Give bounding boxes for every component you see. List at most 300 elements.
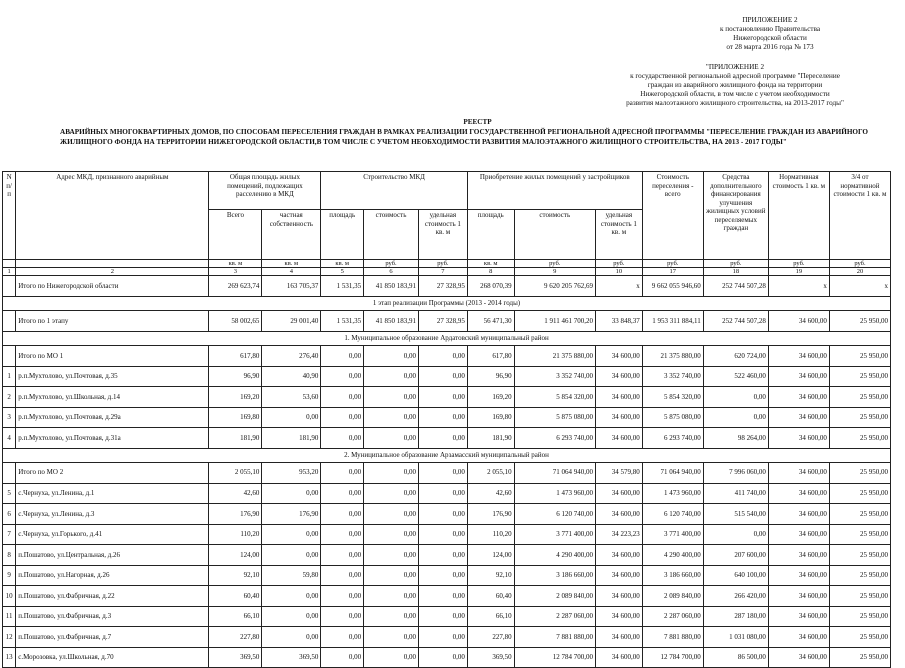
table-cell: 34 600,00	[595, 387, 642, 408]
table-cell: 96,90	[467, 366, 514, 387]
col-private-header: частная собственность	[262, 210, 321, 260]
table-cell: 0,00	[364, 504, 419, 525]
table-cell: 6 120 740,00	[642, 504, 703, 525]
table-cell: 34 600,00	[768, 565, 829, 586]
table-cell: 34 600,00	[595, 483, 642, 504]
decree-line: от 28 марта 2016 года № 173	[726, 43, 814, 51]
table-cell: 10	[3, 586, 16, 607]
table-cell: 59,80	[262, 565, 321, 586]
table-cell: 92,10	[467, 565, 514, 586]
table-cell: р.п.Мухтолово, ул.Школьная, д.14	[16, 387, 209, 408]
table-cell: п.Пошатово, ул.Нагорная, д.26	[16, 565, 209, 586]
program-line: к государственной региональной адресной программе "Переселение	[630, 72, 840, 80]
register-heading	[60, 117, 895, 147]
table-cell: 21 375 880,00	[642, 346, 703, 367]
col-number: 5	[321, 268, 364, 276]
col-number: 17	[642, 268, 703, 276]
col-p-cost-header: стоимость	[514, 210, 595, 260]
table-cell: 34 600,00	[768, 407, 829, 428]
table-cell: Итого по 1 этапу	[16, 311, 209, 332]
table-cell: 34 600,00	[768, 606, 829, 627]
table-cell: 176,90	[467, 504, 514, 525]
table-cell: 0,00	[321, 606, 364, 627]
table-row	[3, 276, 891, 297]
header-row-1	[3, 172, 891, 210]
table-cell: 0,00	[321, 524, 364, 545]
table-row	[3, 311, 891, 332]
table-row	[3, 504, 891, 525]
col-address-header: Адрес МКД, признанного аварийным	[16, 172, 209, 260]
table-cell: 98 264,00	[703, 428, 768, 449]
register-text: АВАРИЙНЫХ МНОГОКВАРТИРНЫХ ДОМОВ, ПО СПОСОБАМ ПЕРЕСЕЛЕНИЯ ГРАЖДАН В РАМКАХ РЕАЛИЗАЦИИ ГОСУДАРСТВЕННОЙ РЕГИОНАЛЬНОЙ АДРЕСНОЙ ПРОГРАММЫ "ПЕРЕСЕЛЕНИЕ ГРАЖДАН ИЗ АВАРИЙНОГО ЖИЛИЩНОГО ФОНДА НА ТЕРРИТОРИИ НИЖЕГОРОДСКОЙ ОБЛАСТИ,В ТОМ ЧИСЛЕ С УЧЕТОМ НЕОБХОДИМОСТИ РАЗВИТИЯ МАЛОЭТАЖНОГО ЖИЛИЩНОГО СТРОИТЕЛЬСТВА, НА 2013 - 2017 ГОДЫ"	[60, 128, 868, 146]
table-cell: 1 031 080,00	[703, 627, 768, 648]
table-cell: 34 600,00	[768, 586, 829, 607]
table-cell: 1 911 461 700,20	[514, 311, 595, 332]
col-number: 6	[364, 268, 419, 276]
table-cell: 56 471,30	[467, 311, 514, 332]
table-cell: 617,80	[209, 346, 262, 367]
table-cell: 34 600,00	[768, 428, 829, 449]
col-number: 2	[16, 268, 209, 276]
table-cell: 6 293 740,00	[514, 428, 595, 449]
table-cell: 5 875 080,00	[514, 407, 595, 428]
table-cell: 0,00	[321, 647, 364, 668]
table-cell: 71 064 940,00	[642, 462, 703, 483]
table-cell: 4 290 400,00	[642, 545, 703, 566]
col-p-unit-header: удельная стоимость 1 кв. м	[595, 210, 642, 260]
stage-label-row	[3, 297, 891, 311]
table-cell: 9 662 055 946,60	[642, 276, 703, 297]
unit-cell: кв. м	[467, 260, 514, 268]
mo1-label: 1. Муниципальное образование Ардатовский муниципальный район	[3, 332, 891, 346]
table-cell: с.Чернуха, ул.Горького, д.41	[16, 524, 209, 545]
table-cell: 0,00	[364, 483, 419, 504]
table-cell: 369,50	[467, 647, 514, 668]
table-cell: 0,00	[321, 483, 364, 504]
table-cell: 276,40	[262, 346, 321, 367]
table-row	[3, 483, 891, 504]
table-cell: 252 744 507,28	[703, 311, 768, 332]
table-cell: 25 950,00	[829, 606, 890, 627]
table-cell: 0,00	[364, 407, 419, 428]
unit-cell: руб.	[595, 260, 642, 268]
table-row	[3, 428, 891, 449]
table-cell: 34 600,00	[595, 545, 642, 566]
table-cell: 27 328,95	[418, 311, 467, 332]
table-cell: 169,20	[209, 387, 262, 408]
table-cell: 96,90	[209, 366, 262, 387]
table-cell: 207 600,00	[703, 545, 768, 566]
table-cell: 0,00	[321, 462, 364, 483]
table-cell: 2 055,10	[209, 462, 262, 483]
mo1-rows-body	[3, 366, 891, 448]
table-cell: 7 881 880,00	[642, 627, 703, 648]
unit-cell	[16, 260, 209, 268]
col-total-area-header: Общая площадь жилых помещений, подлежащих расселению в МКД	[209, 172, 321, 210]
table-cell: 25 950,00	[829, 647, 890, 668]
table-cell: 34 600,00	[595, 627, 642, 648]
table-cell: 0,00	[364, 565, 419, 586]
table-cell: 0,00	[321, 586, 364, 607]
table-cell: 60,40	[467, 586, 514, 607]
col-number: 9	[514, 268, 595, 276]
program-line: граждан из аварийного жилищного фонда на территории	[647, 81, 823, 89]
table-cell: 3 186 660,00	[642, 565, 703, 586]
table-cell: 169,80	[467, 407, 514, 428]
table-cell: 25 950,00	[829, 346, 890, 367]
table-cell: 617,80	[467, 346, 514, 367]
table-cell: 71 064 940,00	[514, 462, 595, 483]
table-cell: 5	[3, 483, 16, 504]
col-number: 7	[418, 268, 467, 276]
table-cell: 12	[3, 627, 16, 648]
table-cell	[3, 346, 16, 367]
table-cell: 6 120 740,00	[514, 504, 595, 525]
table-cell: 3	[3, 407, 16, 428]
table-cell: 29 001,40	[262, 311, 321, 332]
table-cell: 163 705,37	[262, 276, 321, 297]
table-cell: 34 600,00	[768, 462, 829, 483]
table-row	[3, 565, 891, 586]
table-row	[3, 407, 891, 428]
table-cell: 110,20	[467, 524, 514, 545]
col-number: 10	[595, 268, 642, 276]
table-cell: 6 293 740,00	[642, 428, 703, 449]
table-cell: 6	[3, 504, 16, 525]
unit-cell	[3, 260, 16, 268]
table-cell: 34 579,80	[595, 462, 642, 483]
unit-cell: руб.	[642, 260, 703, 268]
table-cell: 0,00	[418, 366, 467, 387]
table-cell: x	[768, 276, 829, 297]
table-cell: 1	[3, 366, 16, 387]
unit-cell: кв. м	[321, 260, 364, 268]
col-total-header: Всего	[209, 210, 262, 260]
table-cell: 27 328,95	[418, 276, 467, 297]
table-cell: с.Чернуха, ул.Ленина, д.3	[16, 504, 209, 525]
table-cell: п.Пошатово, ул.Фабричная, д.3	[16, 606, 209, 627]
unit-cell: руб.	[829, 260, 890, 268]
table-cell: 0,00	[418, 627, 467, 648]
stage-total-body	[3, 311, 891, 332]
program-line: Нижегородской области, в том числе с учетом необходимости	[640, 90, 830, 98]
table-cell: с.Чернуха, ул.Ленина, д.1	[16, 483, 209, 504]
table-cell: 34 600,00	[768, 387, 829, 408]
table-cell: 640 100,00	[703, 565, 768, 586]
table-cell: 25 950,00	[829, 524, 890, 545]
table-cell: 9 620 205 762,69	[514, 276, 595, 297]
table-cell: 0,00	[321, 545, 364, 566]
table-cell: Итого по Нижегородской области	[16, 276, 209, 297]
table-cell: 34 600,00	[595, 346, 642, 367]
table-cell: 0,00	[418, 586, 467, 607]
table-cell: 34 600,00	[595, 504, 642, 525]
table-cell: 2 287 060,00	[514, 606, 595, 627]
table-cell: 124,00	[467, 545, 514, 566]
unit-cell: руб.	[514, 260, 595, 268]
table-cell: 2 055,10	[467, 462, 514, 483]
col-number: 8	[467, 268, 514, 276]
table-cell: 34 600,00	[595, 366, 642, 387]
table-cell: 0,00	[364, 366, 419, 387]
mo2-label-row	[3, 448, 891, 462]
table-cell: 1 473 960,00	[642, 483, 703, 504]
table-cell	[3, 276, 16, 297]
table-cell: 4 290 400,00	[514, 545, 595, 566]
table-cell: 953,20	[262, 462, 321, 483]
table-cell: 0,00	[262, 627, 321, 648]
col-number: 3	[209, 268, 262, 276]
total-body	[3, 276, 891, 297]
table-cell: 25 950,00	[829, 428, 890, 449]
table-cell: п.Пошатово, ул.Фабричная, д.22	[16, 586, 209, 607]
table-cell: 25 950,00	[829, 483, 890, 504]
table-cell: 1 531,35	[321, 311, 364, 332]
col-relocation-header: Стоимость переселения - всего	[642, 172, 703, 260]
col-p-area-header: площадь	[467, 210, 514, 260]
table-cell: 3 352 740,00	[514, 366, 595, 387]
table-cell: 3 771 400,00	[514, 524, 595, 545]
table-cell: 4	[3, 428, 16, 449]
table-cell: 42,60	[209, 483, 262, 504]
table-cell: 34 600,00	[768, 504, 829, 525]
table-cell: 5 875 080,00	[642, 407, 703, 428]
decree-line: ПРИЛОЖЕНИЕ 2	[742, 16, 798, 24]
table-cell: 0,00	[262, 407, 321, 428]
table-cell: 34 600,00	[768, 311, 829, 332]
table-cell: 34 600,00	[595, 565, 642, 586]
col-extra-header: Средства дополнительного финансирования улучшения жилищных условий переселяемых граждан	[703, 172, 768, 260]
table-cell: 3 352 740,00	[642, 366, 703, 387]
table-cell: 0,00	[364, 346, 419, 367]
table-cell: 0,00	[418, 524, 467, 545]
table-cell: 0,00	[321, 627, 364, 648]
col-number: 20	[829, 268, 890, 276]
table-cell	[3, 311, 16, 332]
decree-line: к постановлению Правительства	[719, 25, 821, 33]
table-cell: 2 089 840,00	[514, 586, 595, 607]
col-c-unit-header: удельная стоимость 1 кв. м	[418, 210, 467, 260]
table-cell: 369,50	[262, 647, 321, 668]
table-cell: 266 420,00	[703, 586, 768, 607]
table-cell: 176,90	[262, 504, 321, 525]
table-cell: 2 287 060,00	[642, 606, 703, 627]
table-cell: 12 784 700,00	[642, 647, 703, 668]
program-line: "ПРИЛОЖЕНИЕ 2	[705, 63, 765, 71]
table-cell: 0,00	[262, 524, 321, 545]
table-cell: 620 724,00	[703, 346, 768, 367]
table-cell: 369,50	[209, 647, 262, 668]
table-cell: 0,00	[703, 387, 768, 408]
table-cell: 34 600,00	[595, 586, 642, 607]
table-cell: 8	[3, 545, 16, 566]
table-cell: 34 600,00	[768, 524, 829, 545]
table-cell: 33 848,37	[595, 311, 642, 332]
col-num-header: N п/п	[3, 172, 16, 260]
table-cell: 0,00	[364, 545, 419, 566]
table-cell: 34 600,00	[595, 606, 642, 627]
table-cell: п.Пошатово, ул.Центральная, д.26	[16, 545, 209, 566]
table-cell: 13	[3, 647, 16, 668]
table-cell: 2 089 840,00	[642, 586, 703, 607]
table-cell: 227,80	[209, 627, 262, 648]
table-cell: 25 950,00	[829, 586, 890, 607]
table-cell: 0,00	[321, 407, 364, 428]
table-cell: 0,00	[321, 387, 364, 408]
unit-cell: руб.	[703, 260, 768, 268]
table-cell: 0,00	[364, 606, 419, 627]
table-cell: 34 600,00	[768, 366, 829, 387]
table-row	[3, 346, 891, 367]
table-cell: 11	[3, 606, 16, 627]
table-cell: 227,80	[467, 627, 514, 648]
table-cell: 181,90	[209, 428, 262, 449]
col-purchase-header: Приобретение жилых помещений у застройщиков	[467, 172, 642, 210]
table-cell: 34 600,00	[768, 647, 829, 668]
table-cell: x	[829, 276, 890, 297]
table-cell: 12 784 700,00	[514, 647, 595, 668]
decree-line: Нижегородской области	[733, 34, 807, 42]
table-cell: 60,40	[209, 586, 262, 607]
table-cell: 58 002,65	[209, 311, 262, 332]
table-cell: 1 953 311 884,11	[642, 311, 703, 332]
table-cell: 9	[3, 565, 16, 586]
table-row	[3, 387, 891, 408]
table-cell: 25 950,00	[829, 387, 890, 408]
table-cell: 86 500,00	[703, 647, 768, 668]
unit-cell: кв. м	[262, 260, 321, 268]
table-row	[3, 524, 891, 545]
table-cell: 34 600,00	[595, 428, 642, 449]
program-header	[585, 63, 885, 108]
table-cell: 0,00	[262, 483, 321, 504]
table-cell: р.п.Мухтолово, ул.Почтовая, д.35	[16, 366, 209, 387]
table-cell: 0,00	[418, 647, 467, 668]
table-cell: 1 531,35	[321, 276, 364, 297]
table-cell: 34 600,00	[768, 346, 829, 367]
table-row	[3, 586, 891, 607]
table-cell: 0,00	[703, 524, 768, 545]
table-cell: 41 850 183,91	[364, 276, 419, 297]
table-cell: 25 950,00	[829, 627, 890, 648]
table-cell: 0,00	[418, 462, 467, 483]
table-cell: 0,00	[703, 407, 768, 428]
table-cell: 0,00	[418, 428, 467, 449]
table-cell: 34 600,00	[595, 407, 642, 428]
table-cell: 0,00	[364, 387, 419, 408]
table-cell: 0,00	[364, 647, 419, 668]
col-number: 18	[703, 268, 768, 276]
table-cell: 53,60	[262, 387, 321, 408]
table-cell: 515 540,00	[703, 504, 768, 525]
table-cell: 0,00	[321, 428, 364, 449]
table-cell: 2	[3, 387, 16, 408]
table-cell: 269 623,74	[209, 276, 262, 297]
mo1-total-body	[3, 346, 891, 367]
table-cell: 34 600,00	[768, 545, 829, 566]
table-cell: 7 996 060,00	[703, 462, 768, 483]
table-cell: 25 950,00	[829, 504, 890, 525]
table-cell: 0,00	[364, 524, 419, 545]
table-cell: 1 473 960,00	[514, 483, 595, 504]
unit-cell: руб.	[364, 260, 419, 268]
table-cell: 169,80	[209, 407, 262, 428]
table-cell: 169,20	[467, 387, 514, 408]
table-cell: 0,00	[418, 606, 467, 627]
col-c-cost-header: стоимость	[364, 210, 419, 260]
table-cell: 0,00	[321, 346, 364, 367]
mo1-label-row	[3, 332, 891, 346]
table-cell: 268 070,39	[467, 276, 514, 297]
table-cell: 25 950,00	[829, 311, 890, 332]
table-row	[3, 606, 891, 627]
table-cell: р.п.Мухтолово, ул.Почтовая, д.29а	[16, 407, 209, 428]
table-cell: 34 600,00	[595, 647, 642, 668]
col-construction-header: Строительство МКД	[321, 172, 467, 210]
table-cell: Итого по МО 1	[16, 346, 209, 367]
table-cell: 25 950,00	[829, 545, 890, 566]
table-cell: 3 771 400,00	[642, 524, 703, 545]
table-cell: 110,20	[209, 524, 262, 545]
register-title: РЕЕСТР	[463, 118, 492, 126]
table-cell: 41 850 183,91	[364, 311, 419, 332]
table-row	[3, 627, 891, 648]
table-cell: x	[595, 276, 642, 297]
col-three-quarters-header: 3/4 от нормативной стоимости 1 кв. м	[829, 172, 890, 260]
table-cell: 3 186 660,00	[514, 565, 595, 586]
table-cell: 0,00	[262, 606, 321, 627]
table-cell: 0,00	[418, 545, 467, 566]
table-cell: 252 744 507,28	[703, 276, 768, 297]
table-row	[3, 545, 891, 566]
table-cell: 0,00	[262, 545, 321, 566]
unit-cell: руб.	[418, 260, 467, 268]
table-cell: 0,00	[418, 565, 467, 586]
table-cell: 0,00	[321, 504, 364, 525]
table-cell: 0,00	[364, 627, 419, 648]
table-cell: 34 600,00	[768, 483, 829, 504]
table-cell: 0,00	[418, 346, 467, 367]
table-cell: 0,00	[364, 428, 419, 449]
table-cell: 21 375 880,00	[514, 346, 595, 367]
table-cell: 25 950,00	[829, 462, 890, 483]
table-cell: Итого по МО 2	[16, 462, 209, 483]
table-cell: 0,00	[418, 387, 467, 408]
table-cell: р.п.Мухтолово, ул.Почтовая, д.31а	[16, 428, 209, 449]
table-row	[3, 462, 891, 483]
table-cell: 0,00	[262, 586, 321, 607]
table-cell: 34 223,23	[595, 524, 642, 545]
table-cell: 0,00	[321, 366, 364, 387]
col-number: 19	[768, 268, 829, 276]
program-line: развития малоэтажного жилищного строительства, на 2013-2017 годы"	[626, 99, 844, 107]
table-cell: 411 740,00	[703, 483, 768, 504]
table-cell: 0,00	[418, 407, 467, 428]
col-number: 4	[262, 268, 321, 276]
col-number: 1	[3, 268, 16, 276]
column-numbers-row	[3, 268, 891, 276]
table-cell: 0,00	[364, 586, 419, 607]
table-cell: с.Морозовка, ул.Школьная, д.70	[16, 647, 209, 668]
table-cell: 7	[3, 524, 16, 545]
table-cell: 5 854 320,00	[642, 387, 703, 408]
table-cell: 522 460,00	[703, 366, 768, 387]
table-cell: 66,10	[467, 606, 514, 627]
table-row	[3, 366, 891, 387]
table-cell: 0,00	[418, 483, 467, 504]
table-cell: 181,90	[467, 428, 514, 449]
table-cell: 25 950,00	[829, 565, 890, 586]
